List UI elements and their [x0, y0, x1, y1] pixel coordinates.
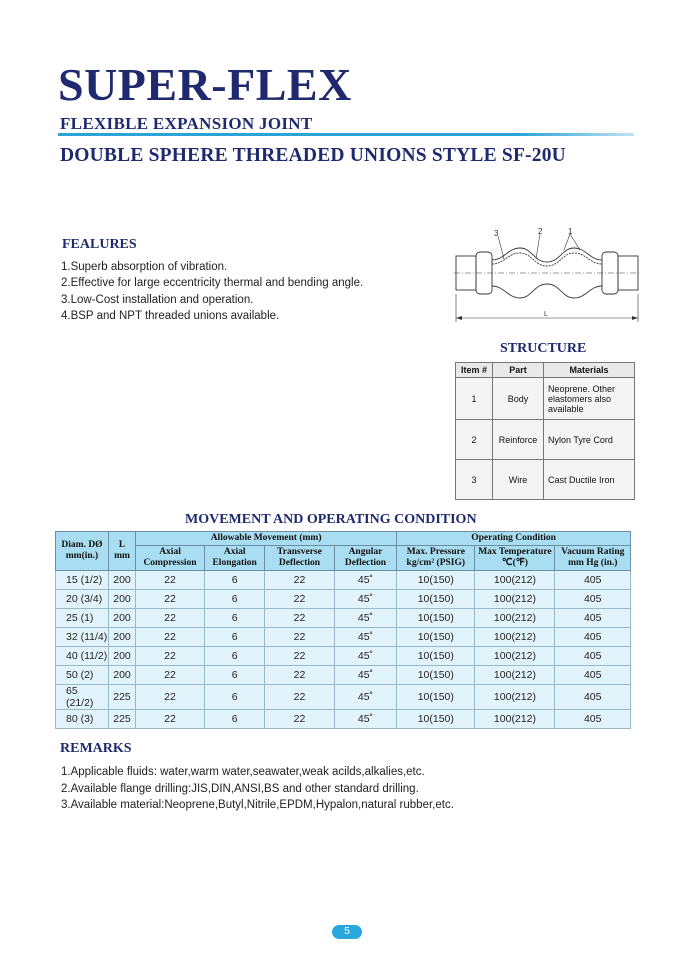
cell-axe: 6 — [205, 647, 265, 666]
cell-axc: 22 — [136, 647, 205, 666]
cell-ang: 45˚ — [334, 590, 396, 609]
cell-temp: 100(212) — [475, 590, 555, 609]
header-rule — [58, 133, 634, 136]
col-header: Item # — [456, 363, 493, 378]
table-row — [56, 666, 631, 685]
col-header: Part — [493, 363, 544, 378]
cell-pres: 10(150) — [397, 590, 475, 609]
cell-temp: 100(212) — [475, 628, 555, 647]
feature-item: 1.Superb absorption of vibration. — [61, 261, 228, 273]
cell-tr: 22 — [265, 628, 334, 647]
cell-temp: 100(212) — [475, 710, 555, 729]
part-cell: Body — [493, 378, 544, 420]
cell-ang: 45˚ — [334, 710, 396, 729]
cell-size: 80 (3) — [56, 710, 109, 729]
cell-axe: 6 — [205, 666, 265, 685]
cell-pres: 10(150) — [397, 666, 475, 685]
table-row — [56, 685, 631, 710]
cell-axc: 22 — [136, 685, 205, 710]
item-cell: 2 — [456, 420, 493, 460]
item-cell: 3 — [456, 460, 493, 500]
remarks-heading: REMARKS — [60, 741, 132, 756]
structure-heading: STRUCTURE — [500, 341, 587, 356]
material-cell: Cast Ductile Iron — [544, 460, 635, 500]
cell-tr: 22 — [265, 710, 334, 729]
table-row — [56, 571, 631, 590]
cell-axc: 22 — [136, 609, 205, 628]
cell-ang: 45˚ — [334, 685, 396, 710]
cell-L: 225 — [109, 685, 136, 710]
col-header: Max. Pressure kg/cm² (PSIG) — [397, 546, 475, 571]
col-header: Angular Deflection — [334, 546, 396, 571]
material-cell: Neoprene. Other elastomers also available — [544, 378, 635, 420]
cell-L: 200 — [109, 609, 136, 628]
cell-L: 225 — [109, 710, 136, 729]
sphere-outline-bottom — [492, 284, 602, 298]
cell-vac: 405 — [555, 571, 631, 590]
table-row — [56, 647, 631, 666]
col-header: Materials — [544, 363, 635, 378]
cell-temp: 100(212) — [475, 609, 555, 628]
cell-L: 200 — [109, 647, 136, 666]
brand-title: SUPER-FLEX — [58, 59, 352, 110]
callout-label: 1 — [568, 227, 573, 236]
cell-size: 50 (2) — [56, 666, 109, 685]
cell-axc: 22 — [136, 666, 205, 685]
cell-axe: 6 — [205, 710, 265, 729]
cell-axe: 6 — [205, 628, 265, 647]
table-row — [56, 590, 631, 609]
cell-tr: 22 — [265, 647, 334, 666]
group-header: Operating Condition — [397, 532, 631, 546]
cell-size: 65 (21/2) — [56, 685, 109, 710]
cell-ang: 45˚ — [334, 628, 396, 647]
table-row — [456, 460, 635, 500]
cell-L: 200 — [109, 628, 136, 647]
cell-tr: 22 — [265, 571, 334, 590]
cell-pres: 10(150) — [397, 609, 475, 628]
cell-ang: 45˚ — [334, 666, 396, 685]
feature-item: 3.Low-Cost installation and operation. — [61, 293, 254, 306]
cell-axc: 22 — [136, 628, 205, 647]
joint-drawing — [452, 226, 642, 326]
cell-pres: 10(150) — [397, 710, 475, 729]
cell-vac: 405 — [555, 590, 631, 609]
col-header: Axial Elongation — [205, 546, 265, 571]
table-row — [56, 609, 631, 628]
part-cell: Reinforce — [493, 420, 544, 460]
dimension-label: L — [544, 311, 548, 318]
cell-temp: 100(212) — [475, 571, 555, 590]
cell-axc: 22 — [136, 590, 205, 609]
cell-tr: 22 — [265, 666, 334, 685]
callout-label: 3 — [494, 229, 499, 238]
remark-item: 2.Available flange drilling:JIS,DIN,ANSI,BS and other standard drilling. — [61, 782, 419, 795]
remark-item: 3.Available material:Neoprene,Butyl,Nitrile,EPDM,Hypalon,natural rubber,etc. — [61, 799, 454, 811]
cell-axe: 6 — [205, 685, 265, 710]
cell-axe: 6 — [205, 571, 265, 590]
cell-pres: 10(150) — [397, 571, 475, 590]
cell-temp: 100(212) — [475, 666, 555, 685]
col-header: L mm — [109, 532, 136, 571]
material-cell: Nylon Tyre Cord — [544, 420, 635, 460]
col-header: Vacuum Rating mm Hg (in.) — [555, 546, 631, 571]
cell-temp: 100(212) — [475, 685, 555, 710]
cell-tr: 22 — [265, 685, 334, 710]
structure-table — [455, 362, 635, 500]
cell-axc: 22 — [136, 571, 205, 590]
col-header: Axial Compression — [136, 546, 205, 571]
col-header: Diam. DØ mm(in.) — [56, 532, 109, 571]
features-list — [61, 259, 363, 324]
sphere-outline-top — [492, 248, 602, 262]
cell-L: 200 — [109, 571, 136, 590]
cell-vac: 405 — [555, 666, 631, 685]
movement-table — [55, 531, 631, 729]
item-cell: 1 — [456, 378, 493, 420]
group-header: Allowable Movement (mm) — [136, 532, 397, 546]
cell-size: 32 (11/4) — [56, 628, 109, 647]
movement-heading: MOVEMENT AND OPERATING CONDITION — [185, 512, 477, 527]
document-title: DOUBLE SPHERE THREADED UNIONS STYLE SF-20U — [60, 145, 566, 166]
cell-size: 20 (3/4) — [56, 590, 109, 609]
cell-tr: 22 — [265, 609, 334, 628]
brand-subtitle: FLEXIBLE EXPANSION JOINT — [60, 114, 313, 133]
table-row — [56, 710, 631, 729]
feature-item: 2.Effective for large eccentricity thermal and bending angle. — [61, 277, 364, 290]
part-cell: Wire — [493, 460, 544, 500]
feature-item: 4.BSP and NPT threaded unions available. — [61, 309, 280, 322]
cell-size: 15 (1/2) — [56, 571, 109, 590]
features-heading: FEALURES — [62, 237, 137, 252]
cell-pres: 10(150) — [397, 628, 475, 647]
cell-ang: 45˚ — [334, 571, 396, 590]
cell-ang: 45˚ — [334, 609, 396, 628]
cell-size: 25 (1) — [56, 609, 109, 628]
remarks-list — [61, 764, 454, 814]
cell-vac: 405 — [555, 647, 631, 666]
remark-item: 1.Applicable fluids: water,warm water,seawater,weak acilds,alkalies,etc. — [61, 766, 425, 778]
cell-pres: 10(150) — [397, 685, 475, 710]
table-row — [456, 420, 635, 460]
cell-vac: 405 — [555, 609, 631, 628]
callout-label: 2 — [538, 227, 543, 236]
cell-L: 200 — [109, 590, 136, 609]
cell-ang: 45˚ — [334, 647, 396, 666]
table-row — [456, 378, 635, 420]
cell-vac: 405 — [555, 628, 631, 647]
cell-vac: 405 — [555, 685, 631, 710]
cell-size: 40 (11/2) — [56, 647, 109, 666]
cell-axc: 22 — [136, 710, 205, 729]
col-header: Max Temperature ℃(℉) — [475, 546, 555, 571]
page-number-badge: 5 — [332, 925, 362, 939]
movement-table-body — [56, 571, 631, 729]
cell-pres: 10(150) — [397, 647, 475, 666]
table-row — [56, 628, 631, 647]
cell-L: 200 — [109, 666, 136, 685]
cell-tr: 22 — [265, 590, 334, 609]
col-header: Transverse Deflection — [265, 546, 334, 571]
cell-temp: 100(212) — [475, 647, 555, 666]
cell-vac: 405 — [555, 710, 631, 729]
cell-axe: 6 — [205, 590, 265, 609]
cell-axe: 6 — [205, 609, 265, 628]
